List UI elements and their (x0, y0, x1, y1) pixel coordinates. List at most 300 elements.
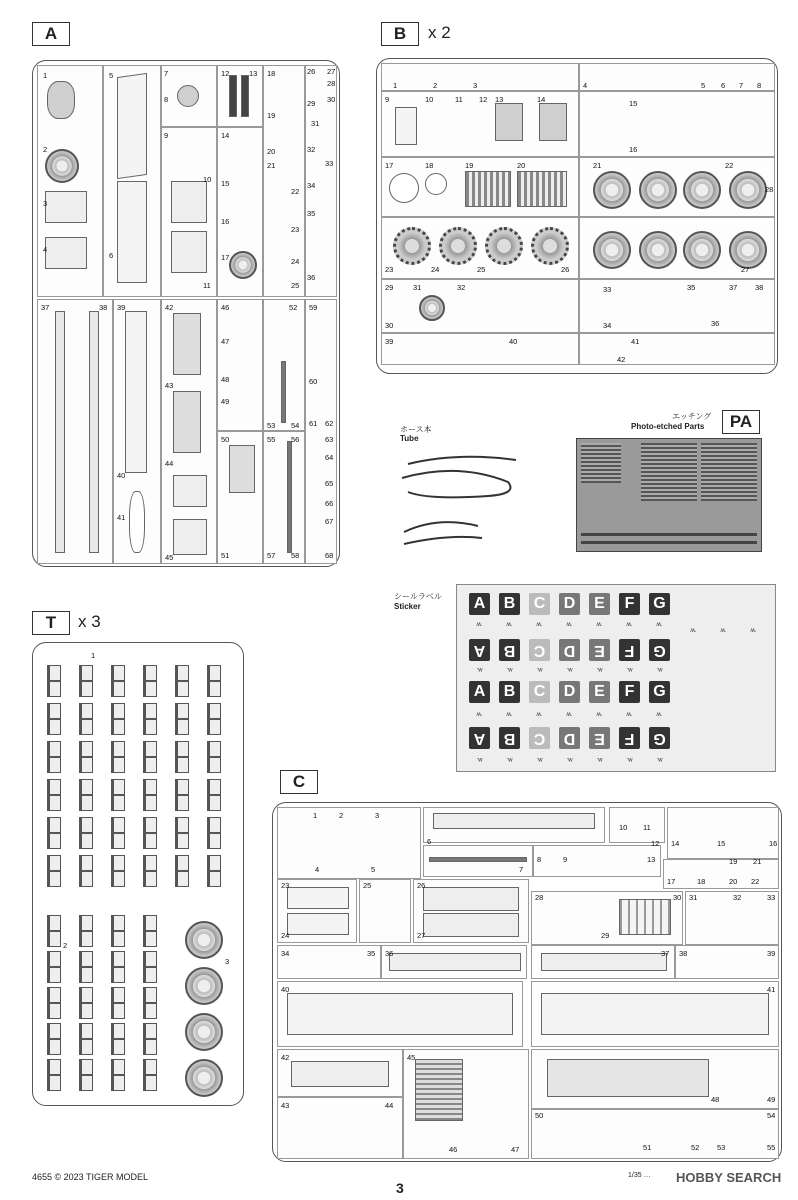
track-link (175, 795, 189, 811)
part-b-25 (485, 227, 523, 265)
sticker-letter: E (589, 727, 610, 749)
sprue-t-label: T (32, 611, 70, 635)
part-num: 27 (327, 67, 336, 76)
sticker-mark: ʍ. (476, 712, 483, 718)
track-link (111, 967, 125, 983)
part-t-3-2 (185, 967, 223, 1005)
track-link (47, 1039, 61, 1055)
part-c-45 (415, 1059, 463, 1121)
part-num: 10 (425, 95, 434, 104)
track-link (143, 779, 157, 795)
part-num: 19 (465, 161, 474, 170)
track-link (175, 703, 189, 719)
part-num: 9 (164, 131, 169, 140)
track-link (79, 757, 93, 773)
sprue-c-cell-31 (685, 891, 779, 945)
part-b-23 (393, 227, 431, 265)
track-link (143, 915, 157, 931)
track-link (47, 833, 61, 849)
part-num: 20 (517, 161, 526, 170)
part-num: 47 (511, 1145, 520, 1154)
track-link (111, 871, 125, 887)
part-num: 14 (671, 839, 680, 848)
track-link (207, 681, 221, 697)
part-num: 29 (385, 283, 394, 292)
part-num: 13 (249, 69, 258, 78)
sprue-b-cell-1 (381, 63, 579, 91)
part-num: 42 (281, 1053, 290, 1062)
track-link (207, 757, 221, 773)
part-num: 35 (307, 209, 316, 218)
track-link (79, 795, 93, 811)
part-a-17 (229, 251, 257, 279)
sprue-c-frame (272, 802, 782, 1162)
part-num: 16 (221, 217, 230, 226)
track-link (79, 987, 93, 1003)
track-link (47, 1023, 61, 1039)
track-link (79, 817, 93, 833)
track-link (111, 987, 125, 1003)
part-b-14 (539, 103, 567, 141)
part-num: 2 (63, 941, 68, 950)
sticker-mark: ʍ. (626, 666, 633, 672)
track-link (143, 1023, 157, 1039)
part-num: 50 (221, 435, 230, 444)
track-link (143, 951, 157, 967)
pe-strip-2 (581, 541, 757, 544)
pe-grille-1 (641, 443, 697, 501)
sticker-letter: G (649, 681, 670, 703)
track-link (143, 817, 157, 833)
part-num: 9 (563, 855, 568, 864)
sprue-c-cell-10 (609, 807, 665, 843)
part-a-2 (45, 149, 79, 183)
track-link (175, 833, 189, 849)
sticker-mark: ʍ. (506, 756, 513, 762)
part-num: 7 (164, 69, 169, 78)
sticker-letter: G (649, 593, 670, 615)
part-b-21-3 (683, 171, 721, 209)
sticker-mark: ʍ. (626, 756, 633, 762)
part-b-13 (495, 103, 523, 141)
part-a-45 (173, 519, 207, 555)
part-a-38 (89, 311, 99, 553)
track-link (47, 1003, 61, 1019)
part-num: 8 (164, 95, 169, 104)
part-num: 4 (43, 245, 48, 254)
part-num: 23 (291, 225, 300, 234)
sticker-mark: ʍ. (536, 712, 543, 718)
part-num: 49 (221, 397, 230, 406)
sprue-t-multiplier: x 3 (78, 612, 101, 631)
part-num: 55 (267, 435, 276, 444)
sticker-mark: ʍ. (566, 712, 573, 718)
track-link (111, 779, 125, 795)
sprue-c-cell-38 (675, 945, 779, 979)
tube-title-jp: ホース本 (400, 425, 432, 434)
track-link (175, 741, 189, 757)
part-num: 4 (583, 81, 588, 90)
pe-grille-2 (701, 443, 757, 501)
track-link (207, 719, 221, 735)
part-t-3-1 (185, 921, 223, 959)
track-link (207, 779, 221, 795)
part-num: 25 (477, 265, 486, 274)
track-link (111, 817, 125, 833)
part-num: 22 (751, 877, 760, 886)
part-num: 12 (479, 95, 488, 104)
part-num: 53 (267, 421, 276, 430)
track-link (47, 951, 61, 967)
part-num: 29 (307, 99, 316, 108)
part-num: 33 (767, 893, 776, 902)
part-a-12 (229, 75, 237, 117)
part-num: 47 (221, 337, 230, 346)
part-num: 58 (291, 551, 300, 560)
part-num: 25 (363, 881, 372, 890)
pe-title-jp: エッチング (672, 412, 712, 421)
part-num: 13 (647, 855, 656, 864)
part-b-31 (419, 295, 445, 321)
sprue-b-multiplier: x 2 (428, 23, 451, 42)
track-link (79, 1039, 93, 1055)
part-num: 33 (603, 285, 612, 294)
part-num: 24 (291, 257, 300, 266)
part-num: 44 (385, 1101, 394, 1110)
part-num: 3 (375, 811, 380, 820)
track-link (143, 681, 157, 697)
part-a-6 (117, 181, 147, 283)
part-num: 4 (315, 865, 320, 874)
part-num: 6 (427, 837, 432, 846)
part-num: 38 (679, 949, 688, 958)
part-num: 30 (327, 95, 336, 104)
sprue-a-cell-37 (37, 299, 113, 564)
track-link (143, 987, 157, 1003)
track-link (175, 871, 189, 887)
sticker-letter: E (589, 681, 610, 703)
part-num: 32 (307, 145, 316, 154)
part-num: 1 (91, 651, 96, 660)
part-a-5 (117, 73, 147, 179)
track-link (111, 855, 125, 871)
part-num: 21 (753, 857, 762, 866)
track-link (79, 951, 93, 967)
part-num: 30 (385, 321, 394, 330)
part-num: 14 (537, 95, 546, 104)
part-num: 43 (165, 381, 174, 390)
part-num: 12 (651, 839, 660, 848)
sticker-mark: ʍ. (506, 712, 513, 718)
pe-strip-1 (581, 533, 757, 536)
track-link (143, 855, 157, 871)
part-num: 26 (561, 265, 570, 274)
track-link (111, 1039, 125, 1055)
part-a-10 (171, 181, 207, 223)
part-b-21-6 (683, 231, 721, 269)
sprue-b-cell-29 (381, 279, 579, 333)
part-c-6 (433, 813, 595, 829)
sticker-letter: B (499, 681, 520, 703)
sticker-mark: ʍ. (656, 712, 663, 718)
part-num: 3 (43, 199, 48, 208)
part-num: 39 (385, 337, 394, 346)
part-a-39 (125, 311, 147, 473)
part-num: 21 (593, 161, 602, 170)
track-link (111, 1059, 125, 1075)
part-num: 5 (109, 71, 114, 80)
sticker-letter: D (559, 593, 580, 615)
part-num: 39 (767, 949, 776, 958)
track-link (79, 915, 93, 931)
part-b-17 (389, 173, 419, 203)
sprue-c-cell-14 (667, 807, 779, 859)
part-num: 27 (741, 265, 750, 274)
sprue-a-cell-46 (217, 299, 263, 431)
part-num: 33 (325, 159, 334, 168)
track-link (175, 757, 189, 773)
part-num: 59 (309, 303, 318, 312)
pe-grille-3 (581, 443, 621, 483)
track-link (79, 1003, 93, 1019)
part-num: 53 (717, 1143, 726, 1152)
track-link (111, 795, 125, 811)
part-num: 42 (617, 355, 626, 364)
part-b-9 (395, 107, 417, 145)
sticker-letter: C (529, 681, 550, 703)
part-c-37 (541, 953, 667, 971)
sticker-mark: ʍ. (656, 622, 663, 628)
part-num: 38 (99, 303, 108, 312)
sticker-sheet (456, 584, 776, 772)
track-link (111, 833, 125, 849)
part-num: 20 (729, 877, 738, 886)
part-num: 37 (41, 303, 50, 312)
track-link (79, 1075, 93, 1091)
track-link (111, 665, 125, 681)
part-b-21-1 (593, 171, 631, 209)
part-num: 41 (767, 985, 776, 994)
sprue-c-cell-1 (277, 807, 421, 879)
track-link (143, 703, 157, 719)
track-link (207, 665, 221, 681)
track-link (79, 703, 93, 719)
part-num: 23 (385, 265, 394, 274)
track-link (175, 779, 189, 795)
part-num: 40 (509, 337, 518, 346)
track-link (143, 741, 157, 757)
track-link (207, 855, 221, 871)
track-link (79, 741, 93, 757)
part-num: 34 (281, 949, 290, 958)
track-link (47, 967, 61, 983)
part-num: 16 (769, 839, 778, 848)
part-num: 61 (309, 419, 318, 428)
track-link (47, 871, 61, 887)
track-link (111, 741, 125, 757)
part-a-42 (173, 313, 201, 375)
part-a-3 (45, 191, 87, 223)
part-b-24 (439, 227, 477, 265)
sprue-c-cell-8 (533, 845, 661, 877)
tube-parts (398, 452, 528, 562)
part-num: 36 (307, 273, 316, 282)
part-num: 49 (767, 1095, 776, 1104)
sticker-letter: E (589, 639, 610, 661)
track-link (79, 1059, 93, 1075)
track-link (207, 817, 221, 833)
part-c-23 (287, 887, 349, 909)
part-num: 34 (307, 181, 316, 190)
part-num: 22 (725, 161, 734, 170)
sprue-b-frame (376, 58, 778, 374)
sticker-mark: ʍ. (656, 756, 663, 762)
part-b-20 (517, 171, 567, 207)
sticker-mark: ʍ. (626, 712, 633, 718)
part-b-21-2 (639, 171, 677, 209)
sticker-mark: ʍ. (596, 712, 603, 718)
sticker-title-en: Sticker (394, 602, 421, 611)
part-a-37 (55, 311, 65, 553)
part-num: 13 (495, 95, 504, 104)
part-c-7 (429, 857, 527, 862)
track-link (47, 915, 61, 931)
part-num: 14 (221, 131, 230, 140)
track-link (143, 1059, 157, 1075)
sticker-letter: G (649, 727, 670, 749)
track-link (143, 719, 157, 735)
part-num: 21 (267, 161, 276, 170)
part-num: 17 (385, 161, 394, 170)
part-num: 35 (367, 949, 376, 958)
part-num: 12 (221, 69, 230, 78)
track-link (47, 931, 61, 947)
sprue-b-cell-39 (381, 333, 579, 365)
part-num: 17 (221, 253, 230, 262)
part-num: 11 (203, 281, 211, 290)
sprue-c-label: C (280, 770, 318, 794)
sticker-letter: F (619, 639, 640, 661)
part-c-24 (287, 913, 349, 935)
sticker-letter: D (559, 681, 580, 703)
sticker-mark: ʍ. (596, 666, 603, 672)
part-num: 43 (281, 1101, 290, 1110)
part-num: 52 (289, 303, 298, 312)
part-b-21-4 (593, 231, 631, 269)
track-link (47, 741, 61, 757)
track-link (79, 1023, 93, 1039)
part-num: 22 (291, 187, 300, 196)
track-link (143, 871, 157, 887)
part-num: 20 (267, 147, 276, 156)
sticker-mark: ʍ. (536, 666, 543, 672)
part-num: 32 (457, 283, 466, 292)
part-num: 37 (661, 949, 670, 958)
sticker-mark: ʍ. (506, 622, 513, 628)
sticker-letter: A (469, 593, 490, 615)
part-num: 41 (631, 337, 640, 346)
track-link (47, 817, 61, 833)
part-num: 37 (729, 283, 738, 292)
track-link (207, 871, 221, 887)
track-link (47, 1059, 61, 1075)
sticker-mark: ʍ. (536, 756, 543, 762)
sticker-letter: F (619, 593, 640, 615)
page-number: 3 (396, 1180, 404, 1196)
part-num: 34 (603, 321, 612, 330)
part-num: 25 (291, 281, 300, 290)
sticker-letter: C (529, 727, 550, 749)
part-num: 29 (601, 931, 610, 940)
part-num: 2 (433, 81, 438, 90)
part-num: 56 (291, 435, 300, 444)
track-link (111, 719, 125, 735)
part-num: 40 (281, 985, 290, 994)
track-link (207, 741, 221, 757)
sticker-mark: ʍ. (566, 622, 573, 628)
part-num: 7 (739, 81, 744, 90)
part-num: 52 (691, 1143, 700, 1152)
tube-title-en: Tube (400, 434, 419, 443)
part-c-30 (619, 899, 671, 935)
sticker-letter: A (469, 727, 490, 749)
sticker-mark: ʍ. (596, 756, 603, 762)
part-num: 30 (673, 893, 682, 902)
part-num: 28 (765, 185, 774, 194)
sticker-letter: D (559, 639, 580, 661)
part-num: 15 (629, 99, 638, 108)
track-link (111, 757, 125, 773)
track-link (47, 719, 61, 735)
part-b-26 (531, 227, 569, 265)
part-num: 28 (535, 893, 544, 902)
part-num: 10 (203, 175, 212, 184)
track-link (79, 681, 93, 697)
part-c-47 (547, 1059, 709, 1097)
track-link (175, 665, 189, 681)
track-link (143, 1075, 157, 1091)
sticker-mark: ʍ. (566, 756, 573, 762)
track-link (47, 987, 61, 1003)
part-num: 51 (221, 551, 230, 560)
part-num: 65 (325, 479, 334, 488)
part-num: 63 (325, 435, 334, 444)
sprue-b-cell-4 (579, 63, 775, 91)
track-link (79, 719, 93, 735)
part-b-21-5 (639, 231, 677, 269)
part-num: 46 (449, 1145, 458, 1154)
part-num: 60 (309, 377, 318, 386)
sprue-b-label: B (381, 22, 419, 46)
sticker-letter: A (469, 681, 490, 703)
track-link (175, 681, 189, 697)
track-link (175, 719, 189, 735)
part-num: 16 (629, 145, 638, 154)
track-link (143, 967, 157, 983)
part-num: 26 (307, 67, 316, 76)
part-num: 54 (767, 1111, 776, 1120)
part-num: 18 (425, 161, 434, 170)
part-num: 7 (519, 865, 524, 874)
part-a-1 (47, 81, 75, 119)
part-num: 18 (267, 69, 276, 78)
sticker-letter: B (499, 639, 520, 661)
track-link (111, 951, 125, 967)
part-num: 5 (371, 865, 376, 874)
track-link (47, 855, 61, 871)
part-b-19 (465, 171, 511, 207)
track-link (111, 1023, 125, 1039)
